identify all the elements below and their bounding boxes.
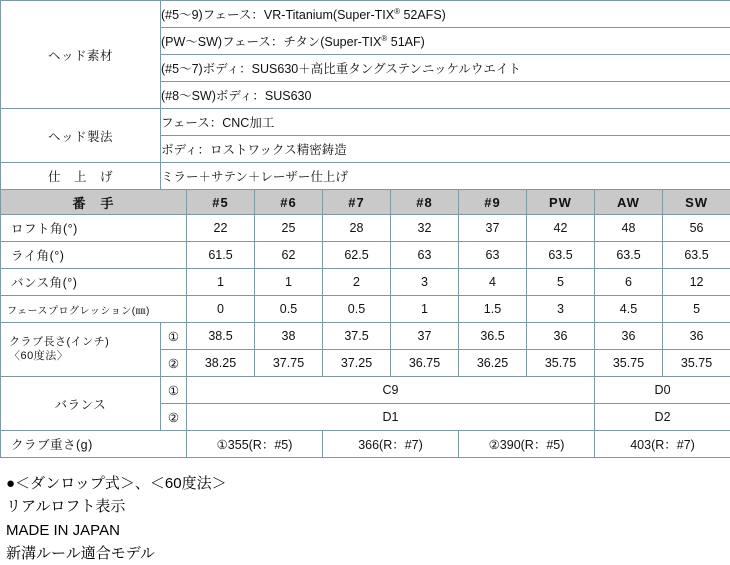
club-header-5: #5 xyxy=(187,190,255,215)
loft-value-8: 32 xyxy=(391,215,459,242)
lie-value-aw: 63.5 xyxy=(595,242,663,269)
head-material-line-4: (#8〜SW)ボディ：SUS630 xyxy=(161,82,730,109)
balance-index-2: ② xyxy=(161,404,187,431)
loft-value-pw: 42 xyxy=(527,215,595,242)
length2-value-6: 37.75 xyxy=(255,350,323,377)
fp-value-5: 0 xyxy=(187,296,255,323)
length2-value-5: 38.25 xyxy=(187,350,255,377)
lie-label: ライ角(°) xyxy=(1,242,187,269)
length1-value-5: 38.5 xyxy=(187,323,255,350)
fp-value-9: 1.5 xyxy=(459,296,527,323)
lie-value-9: 63 xyxy=(459,242,527,269)
table-row xyxy=(1,323,730,350)
loft-value-aw: 48 xyxy=(595,215,663,242)
bounce-value-8: 3 xyxy=(391,269,459,296)
head-material-label: ヘッド素材 xyxy=(1,1,161,109)
head-method-line-1: フェース：CNC加工 xyxy=(161,109,730,136)
length2-value-pw: 35.75 xyxy=(527,350,595,377)
fp-value-6: 0.5 xyxy=(255,296,323,323)
table-row xyxy=(1,215,730,242)
club-header-row xyxy=(1,190,730,215)
lie-value-8: 63 xyxy=(391,242,459,269)
club-header-sw: SW xyxy=(663,190,730,215)
head-material-line-3: (#5〜7)ボディ：SUS630＋高比重タングステンニッケルウエイト xyxy=(161,55,730,82)
balance-row2-right: D2 xyxy=(595,404,730,431)
lie-value-5: 61.5 xyxy=(187,242,255,269)
table-row xyxy=(1,377,730,404)
table-row xyxy=(1,431,730,458)
fp-value-sw: 5 xyxy=(663,296,730,323)
loft-value-5: 22 xyxy=(187,215,255,242)
length2-value-aw: 35.75 xyxy=(595,350,663,377)
club-length-index-2: ② xyxy=(161,350,187,377)
club-header-label: 番 手 xyxy=(1,190,187,215)
club-weight-value-4: 403(R：#7) xyxy=(595,431,730,458)
table-row xyxy=(1,269,730,296)
club-header-7: #7 xyxy=(323,190,391,215)
lie-value-7: 62.5 xyxy=(323,242,391,269)
head-material-line-2: (PW〜SW)フェース：チタン(Super-TIX® 51AF) xyxy=(161,28,730,55)
balance-label: バランス xyxy=(1,377,161,431)
bounce-value-sw: 12 xyxy=(663,269,730,296)
club-header-6: #6 xyxy=(255,190,323,215)
bounce-label: バンス角(°) xyxy=(1,269,187,296)
note-line-4: 新溝ルール適合モデル xyxy=(6,542,730,565)
table-row xyxy=(1,242,730,269)
club-length-index-1: ① xyxy=(161,323,187,350)
length1-value-6: 38 xyxy=(255,323,323,350)
balance-index-1: ① xyxy=(161,377,187,404)
table-row xyxy=(1,296,730,323)
bounce-value-6: 1 xyxy=(255,269,323,296)
fp-value-aw: 4.5 xyxy=(595,296,663,323)
lie-value-6: 62 xyxy=(255,242,323,269)
fp-value-7: 0.5 xyxy=(323,296,391,323)
face-progression-label: フェースプログレッション(㎜) xyxy=(1,296,187,323)
fp-value-8: 1 xyxy=(391,296,459,323)
length1-value-9: 36.5 xyxy=(459,323,527,350)
bounce-value-7: 2 xyxy=(323,269,391,296)
head-method-label: ヘッド製法 xyxy=(1,109,161,163)
length1-value-sw: 36 xyxy=(663,323,730,350)
note-line-3: MADE IN JAPAN xyxy=(6,519,730,542)
length1-value-7: 37.5 xyxy=(323,323,391,350)
balance-row2-left: D1 xyxy=(187,404,595,431)
length2-value-7: 37.25 xyxy=(323,350,391,377)
club-weight-value-3: ②390(R：#5) xyxy=(459,431,595,458)
length1-value-8: 37 xyxy=(391,323,459,350)
table-row xyxy=(1,1,730,28)
balance-row1-left: C9 xyxy=(187,377,595,404)
club-length-label xyxy=(1,323,161,377)
club-weight-label: クラブ重さ(g) xyxy=(1,431,187,458)
loft-value-6: 25 xyxy=(255,215,323,242)
length2-value-8: 36.75 xyxy=(391,350,459,377)
lie-value-pw: 63.5 xyxy=(527,242,595,269)
length2-value-sw: 35.75 xyxy=(663,350,730,377)
finish-label: 仕 上 げ xyxy=(1,163,161,190)
lie-value-sw: 63.5 xyxy=(663,242,730,269)
table-row xyxy=(1,163,730,190)
club-header-9: #9 xyxy=(459,190,527,215)
bounce-value-9: 4 xyxy=(459,269,527,296)
length2-value-9: 36.25 xyxy=(459,350,527,377)
club-length-label-line1: クラブ長さ(インチ) xyxy=(9,336,160,350)
balance-row1-right: D0 xyxy=(595,377,730,404)
finish-value: ミラー＋サテン＋レーザー仕上げ xyxy=(161,163,730,190)
bounce-value-aw: 6 xyxy=(595,269,663,296)
club-header-pw: PW xyxy=(527,190,595,215)
club-weight-value-2: 366(R：#7) xyxy=(323,431,459,458)
loft-value-9: 37 xyxy=(459,215,527,242)
club-weight-value-1: ①355(R：#5) xyxy=(187,431,323,458)
bounce-value-5: 1 xyxy=(187,269,255,296)
bounce-value-pw: 5 xyxy=(527,269,595,296)
loft-value-7: 28 xyxy=(323,215,391,242)
length1-value-pw: 36 xyxy=(527,323,595,350)
length1-value-aw: 36 xyxy=(595,323,663,350)
note-line-2: リアルロフト表示 xyxy=(6,495,730,518)
table-row xyxy=(1,109,730,136)
head-material-line-1: (#5〜9)フェース：VR-Titanium(Super-TIX® 52AFS) xyxy=(161,1,730,28)
club-header-aw: AW xyxy=(595,190,663,215)
loft-value-sw: 56 xyxy=(663,215,730,242)
club-length-label-line2: 〈60度法〉 xyxy=(9,350,160,364)
head-method-line-2: ボディ：ロストワックス精密鋳造 xyxy=(161,136,730,163)
notes-block xyxy=(0,458,730,565)
fp-value-pw: 3 xyxy=(527,296,595,323)
note-line-1: ●＜ダンロップ式＞、＜60度法＞ xyxy=(6,472,730,495)
club-header-8: #8 xyxy=(391,190,459,215)
loft-label: ロフト角(°) xyxy=(1,215,187,242)
